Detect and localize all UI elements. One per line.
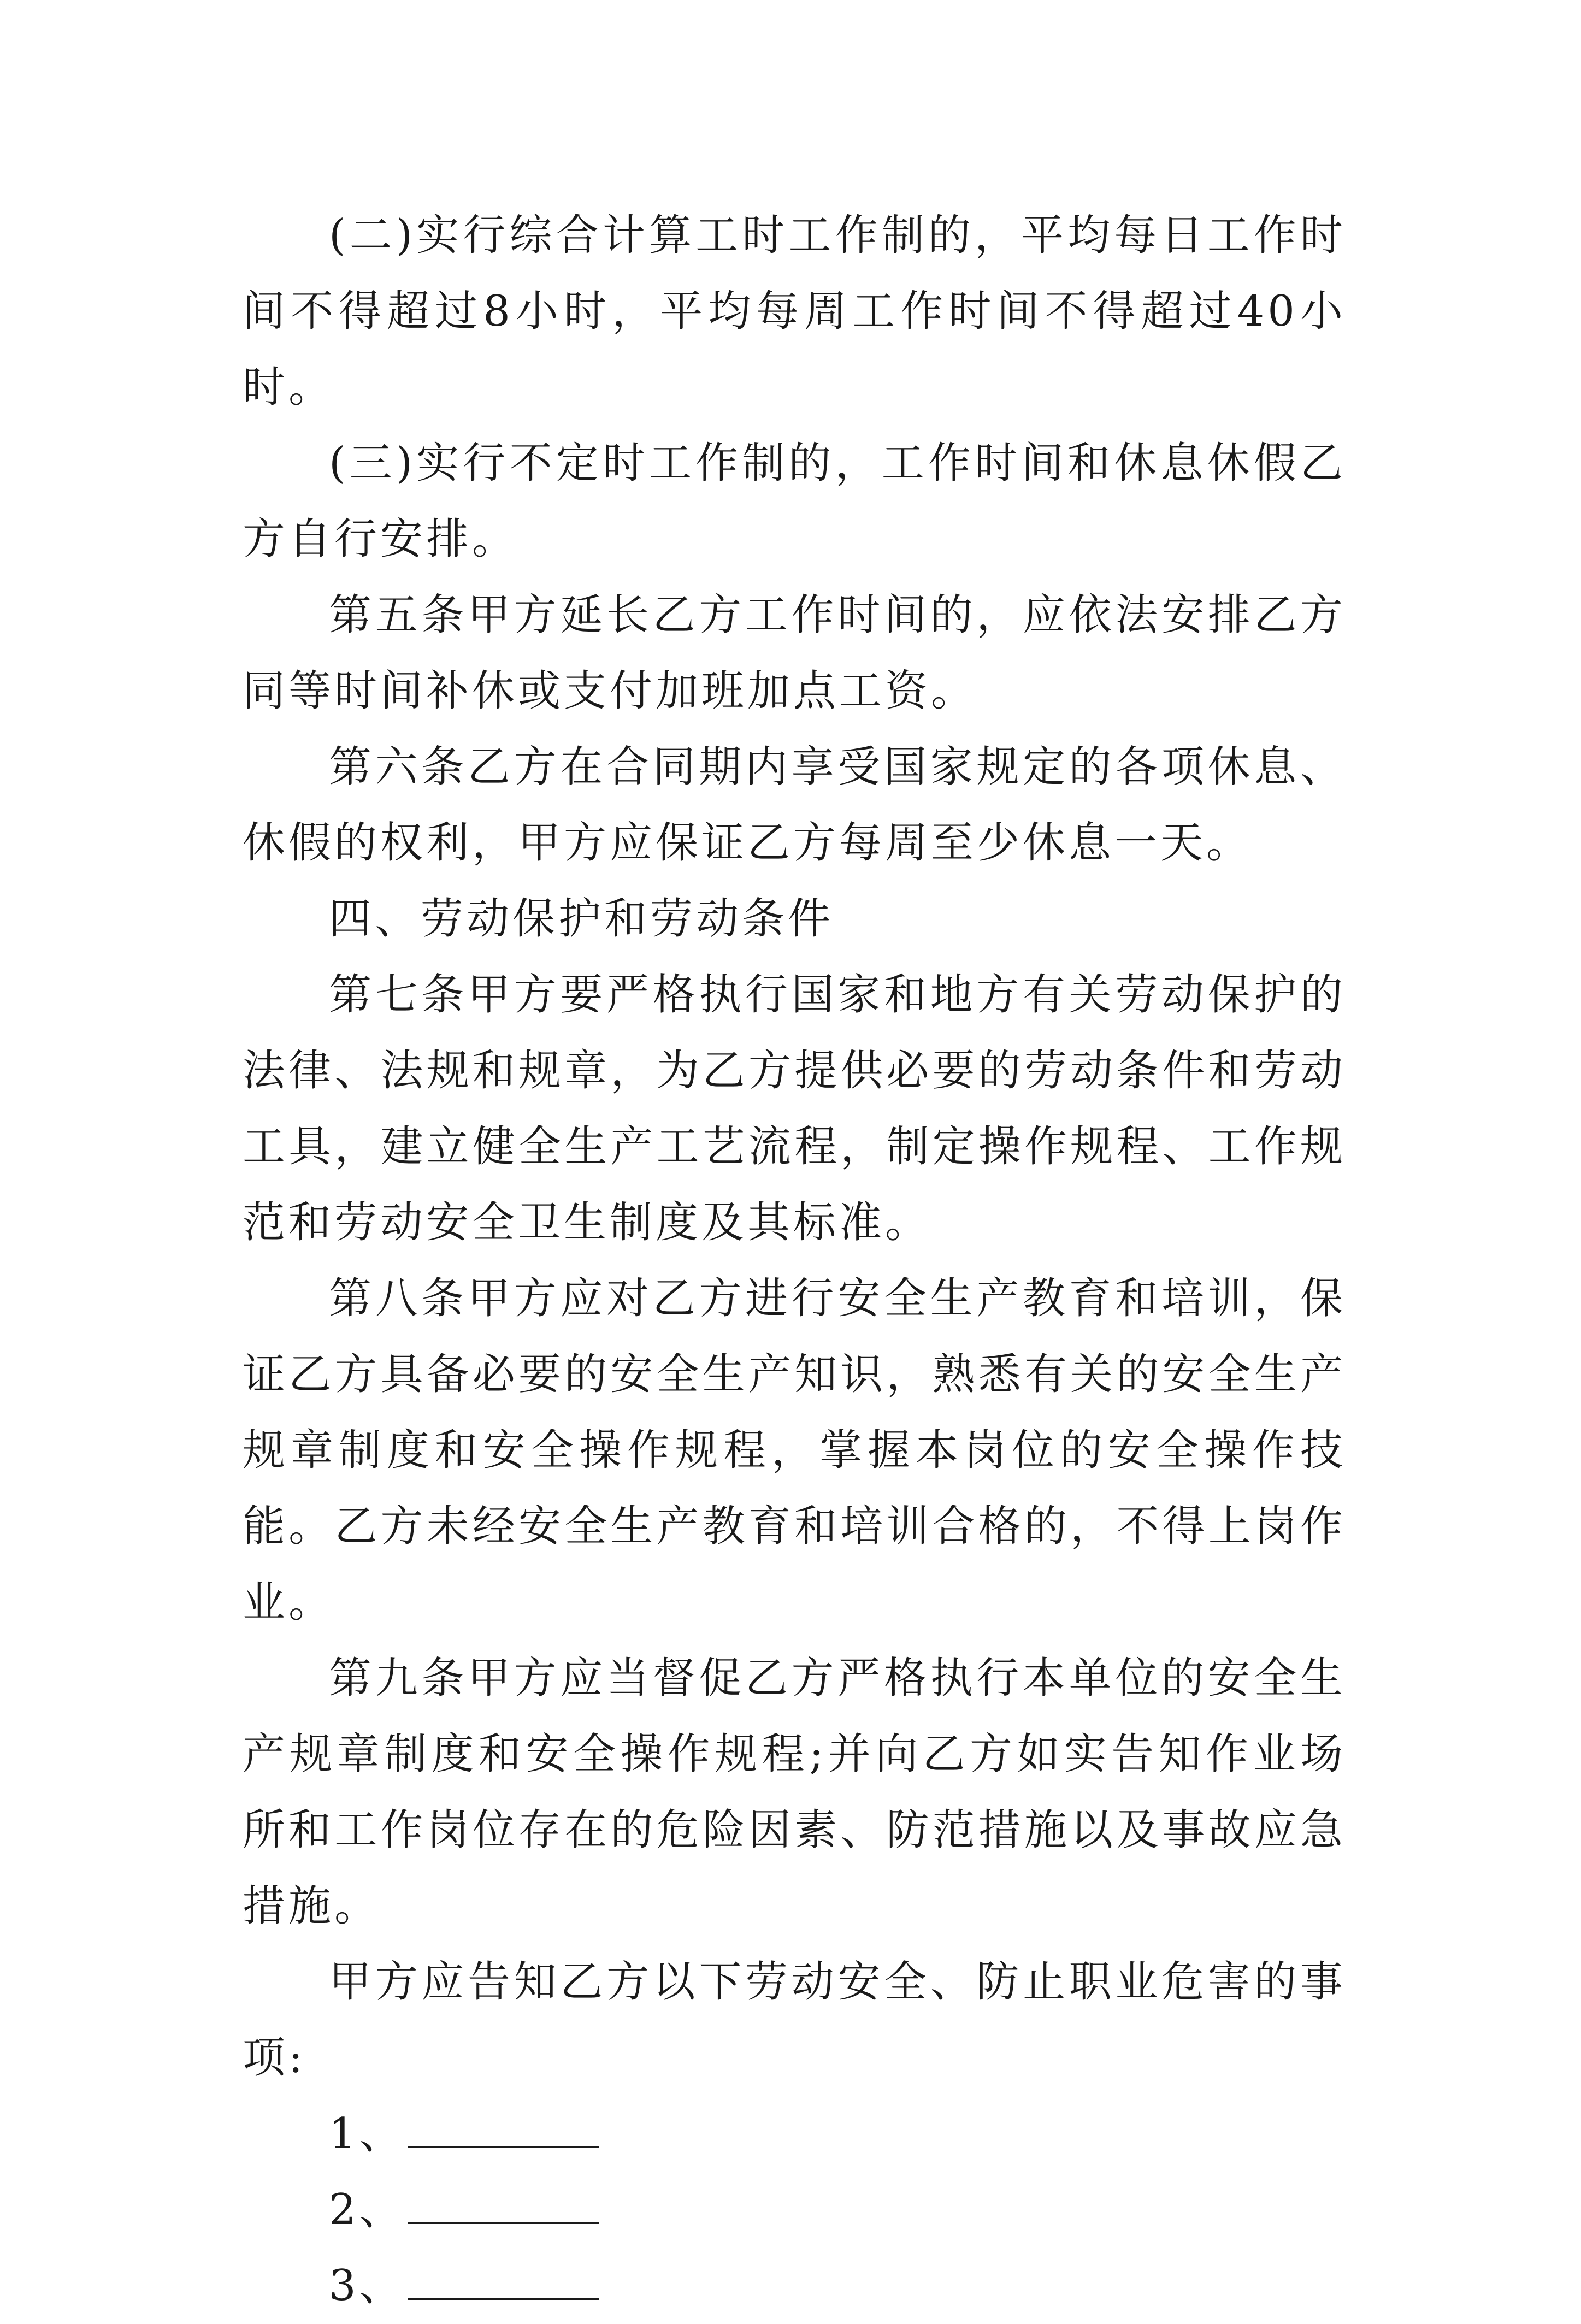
paragraph-comprehensive-hours: (二)实行综合计算工时工作制的，平均每日工作时间不得超过8小时，平均每周工作时间不得超过40小时。 xyxy=(243,211,1346,412)
document-body xyxy=(243,198,1346,2324)
blank-item-3 xyxy=(243,2248,1346,2324)
paragraph-notification-items: 甲方应告知乙方以下劳动安全、防止职业危害的事项: xyxy=(243,1957,1346,2083)
blank-item-2 xyxy=(243,2172,1346,2248)
paragraph-article-8: 第八条甲方应对乙方进行安全生产教育和培训，保证乙方具备必要的安全生产知识，熟悉有关的安全生产规章制度和安全操作规程，掌握本岗位的安全操作技能。乙方未经安全生产教育和培训合格的，不得上岗作业。 xyxy=(243,1274,1346,1627)
paragraph-article-5: 第五条甲方延长乙方工作时间的，应依法安排乙方同等时间补休或支付加班加点工资。 xyxy=(243,591,1346,716)
blank-item-1 xyxy=(243,2096,1346,2172)
fill-in-blank-line xyxy=(408,2108,599,2148)
section-heading: 四、劳动保护和劳动条件 xyxy=(329,894,834,943)
blank-item-number: 2、 xyxy=(329,2185,405,2234)
paragraph-article-7: 第七条甲方要严格执行国家和地方有关劳动保护的法律、法规和规章，为乙方提供必要的劳动条件和劳动工具，建立健全生产工艺流程，制定操作规程、工作规范和劳动安全卫生制度及其标准。 xyxy=(243,970,1346,1247)
blank-item-number: 3、 xyxy=(329,2261,405,2310)
blank-item-number: 1、 xyxy=(329,2109,405,2158)
fill-in-blank-line xyxy=(408,2260,599,2300)
paragraph-article-6: 第六条乙方在合同期内享受国家规定的各项休息、休假的权利，甲方应保证乙方每周至少休息一天。 xyxy=(243,742,1346,868)
paragraph-flexible-hours: (三)实行不定时工作制的，工作时间和休息休假乙方自行安排。 xyxy=(243,439,1346,564)
paragraph-article-9: 第九条甲方应当督促乙方严格执行本单位的安全生产规章制度和安全操作规程;并向乙方如实告知作业场所和工作岗位存在的危险因素、防范措施以及事故应急措施。 xyxy=(243,1654,1346,1931)
fill-in-blank-line xyxy=(408,2184,599,2224)
